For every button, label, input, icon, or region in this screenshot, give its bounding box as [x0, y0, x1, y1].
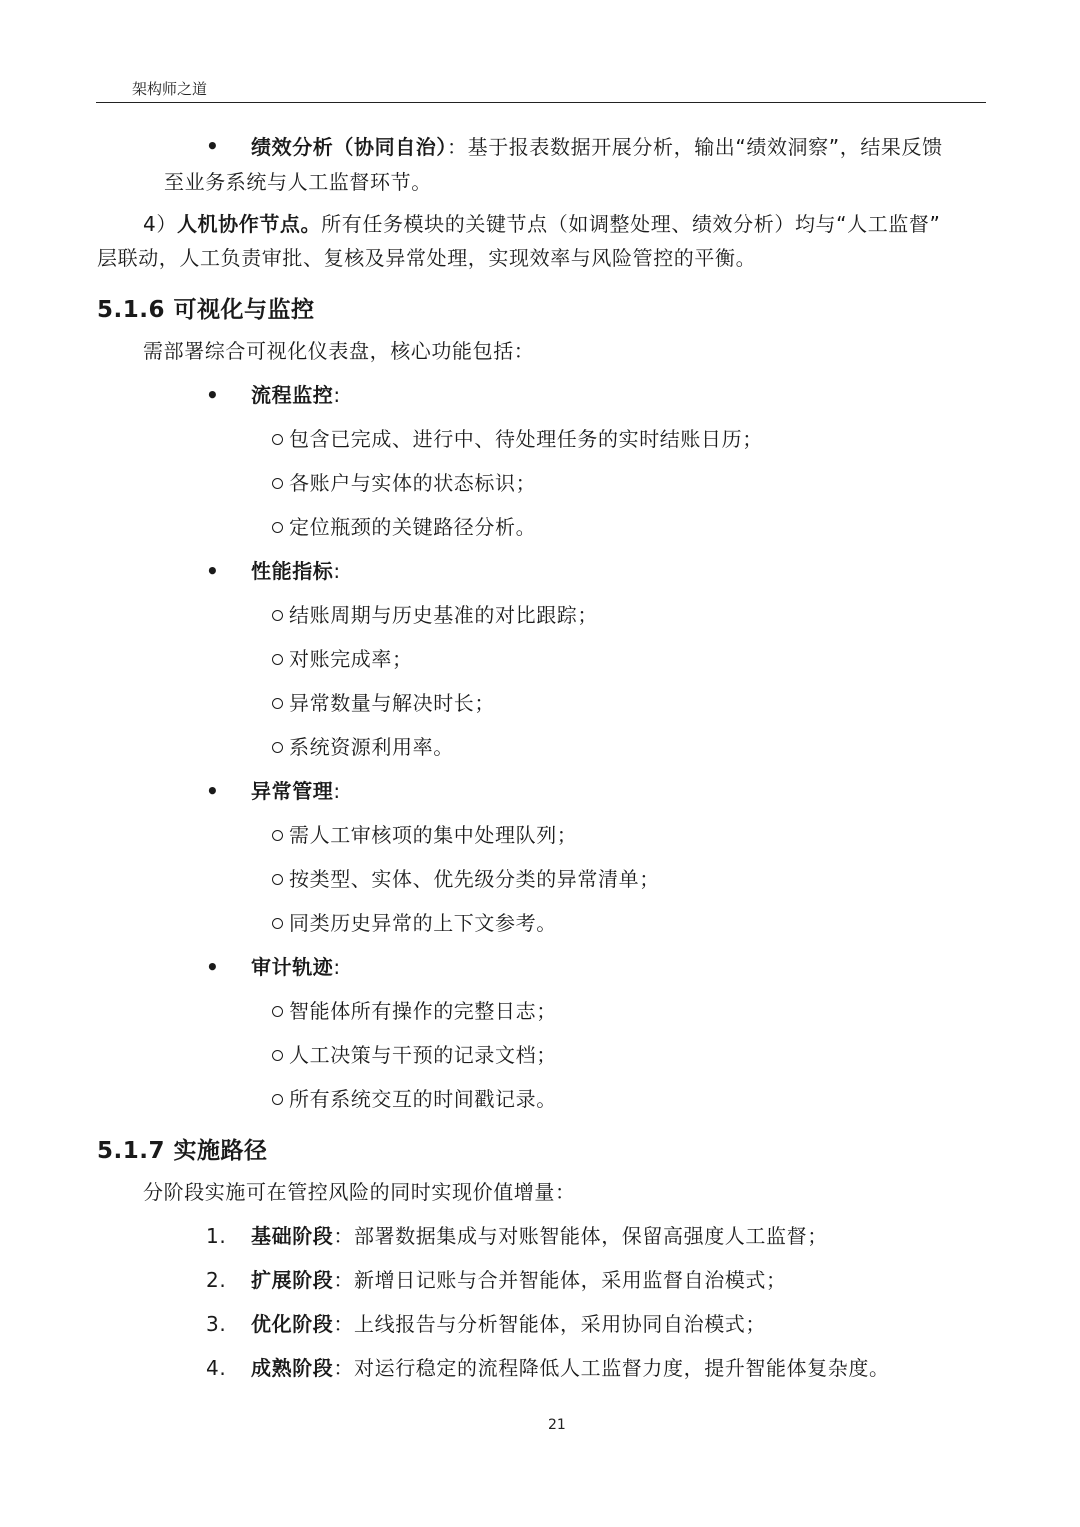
step-item: [251, 1268, 787, 1292]
group-colon: :: [333, 955, 341, 979]
list-item: [272, 471, 536, 495]
list-item: [272, 999, 557, 1023]
circle-bullet-icon: [272, 698, 283, 709]
bullet-text: ：基于报表数据开展分析，输出“绩效洞察”，结果反馈: [447, 135, 943, 159]
circle-bullet-icon: [272, 918, 283, 929]
list-item-text: 同类历史异常的上下文参考。: [289, 911, 557, 935]
list-item-text: 异常数量与解决时长；: [289, 691, 495, 715]
step-item: [251, 1356, 890, 1380]
bullet-icon: •: [206, 955, 219, 979]
list-item: [272, 1043, 557, 1067]
step-label: 扩展阶段: [251, 1268, 334, 1292]
bullet-label: 绩效分析（协同自治）: [251, 135, 447, 159]
list-item-text: 结账周期与历史基准的对比跟踪；: [289, 603, 598, 627]
step-item: [251, 1224, 828, 1248]
list-item-text: 需人工审核项的集中处理队列；: [289, 823, 578, 847]
step-text: ：新增日记账与合并智能体，采用监督自治模式；: [333, 1268, 787, 1292]
circle-bullet-icon: [272, 610, 283, 621]
item-text: 所有任务模块的关键节点（如调整处理、绩效分析）均与“人工监督”: [321, 212, 941, 236]
step-text: ：部署数据集成与对账智能体，保留高强度人工监督；: [333, 1224, 828, 1248]
step-number: 4.: [206, 1356, 227, 1380]
item-number: 4）: [143, 212, 177, 236]
list-item: [272, 647, 413, 671]
step-number: 2.: [206, 1268, 227, 1292]
step-text: ：上线报告与分析智能体，采用协同自治模式；: [333, 1312, 767, 1336]
section-intro-5-1-7: 分阶段实施可在管控风险的同时实现价值增量：: [143, 1180, 576, 1204]
circle-bullet-icon: [272, 654, 283, 665]
list-item: [272, 735, 454, 759]
performance-analysis-line-1: [251, 135, 943, 159]
circle-bullet-icon: [272, 1050, 283, 1061]
bullet-icon: •: [206, 383, 219, 407]
list-item: [272, 603, 598, 627]
circle-bullet-icon: [272, 1006, 283, 1017]
list-item-text: 人工决策与干预的记录文档；: [289, 1043, 557, 1067]
list-item: [272, 515, 536, 539]
circle-bullet-icon: [272, 478, 283, 489]
step-label: 成熟阶段: [251, 1356, 334, 1380]
list-item: [272, 427, 763, 451]
step-item: [251, 1312, 766, 1336]
list-item-text: 包含已完成、进行中、待处理任务的实时结账日历；: [289, 427, 763, 451]
human-machine-node-line-1: [143, 212, 940, 236]
section-heading-5-1-6: 5.1.6 可视化与监控: [97, 297, 315, 323]
section-heading-5-1-7: 5.1.7 实施路径: [97, 1138, 268, 1164]
list-item-text: 所有系统交互的时间戳记录。: [289, 1087, 557, 1111]
circle-bullet-icon: [272, 434, 283, 445]
list-item: [272, 911, 557, 935]
list-item-text: 对账完成率；: [289, 647, 413, 671]
group-label: 审计轨迹: [251, 955, 334, 979]
circle-bullet-icon: [272, 1094, 283, 1105]
performance-analysis-line-2: 至业务系统与人工监督环节。: [164, 170, 432, 194]
circle-bullet-icon: [272, 874, 283, 885]
step-number: 3.: [206, 1312, 227, 1336]
circle-bullet-icon: [272, 522, 283, 533]
step-label: 优化阶段: [251, 1312, 334, 1336]
bullet-icon: •: [206, 779, 219, 803]
group-heading-performance-metrics: [251, 559, 341, 583]
list-item: [272, 867, 660, 891]
bullet-icon: •: [206, 559, 219, 583]
list-item-text: 各账户与实体的状态标识；: [289, 471, 537, 495]
circle-bullet-icon: [272, 742, 283, 753]
list-item-text: 定位瓶颈的关键路径分析。: [289, 515, 537, 539]
group-label: 流程监控: [251, 383, 334, 407]
human-machine-node-line-2: 层联动，人工负责审批、复核及异常处理，实现效率与风险管控的平衡。: [97, 246, 757, 270]
group-heading-exception-management: [251, 779, 341, 803]
item-label: 人机协作节点。: [176, 212, 322, 236]
list-item: [272, 823, 577, 847]
circle-bullet-icon: [272, 830, 283, 841]
list-item-text: 智能体所有操作的完整日志；: [289, 999, 557, 1023]
group-label: 异常管理: [251, 779, 334, 803]
group-label: 性能指标: [251, 559, 334, 583]
list-item-text: 系统资源利用率。: [289, 735, 454, 759]
group-heading-process-monitoring: [251, 383, 341, 407]
list-item-text: 按类型、实体、优先级分类的异常清单；: [289, 867, 660, 891]
group-colon: :: [333, 559, 341, 583]
list-item: [272, 1087, 557, 1111]
page-number: 21: [548, 1417, 566, 1433]
header-divider: [96, 102, 986, 103]
bullet-icon: •: [206, 134, 219, 158]
step-number: 1.: [206, 1224, 227, 1248]
section-intro-5-1-6: 需部署综合可视化仪表盘，核心功能包括：: [143, 339, 535, 363]
group-heading-audit-trail: [251, 955, 341, 979]
step-text: ：对运行稳定的流程降低人工监督力度，提升智能体复杂度。: [333, 1356, 890, 1380]
step-label: 基础阶段: [251, 1224, 334, 1248]
group-colon: :: [333, 779, 341, 803]
list-item: [272, 691, 495, 715]
group-colon: :: [333, 383, 341, 407]
running-header-title: 架构师之道: [132, 80, 208, 98]
